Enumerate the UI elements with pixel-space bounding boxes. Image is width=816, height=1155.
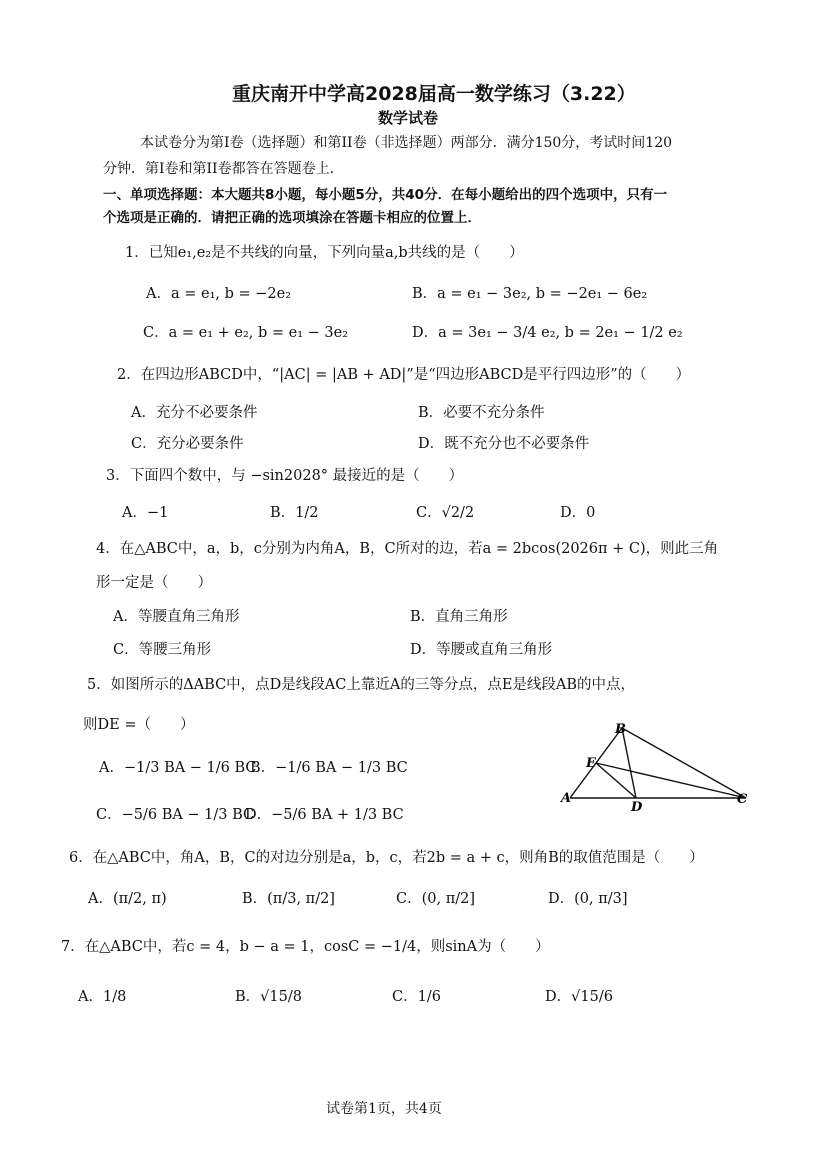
intro-line-2: 分钟．第I卷和第II卷都答在答题卷上．	[103, 161, 344, 177]
question-5-option-b[interactable]: B．−1/6 BA − 1/3 BC	[250, 760, 408, 776]
triangle-figure	[560, 718, 760, 818]
segment-ec	[596, 763, 746, 798]
question-4-option-a[interactable]: A．等腰直角三角形	[113, 609, 240, 625]
question-3-option-b[interactable]: B．1/2	[270, 505, 319, 521]
question-7-option-a[interactable]: A．1/8	[78, 989, 127, 1005]
page-subtitle: 数学试卷	[378, 109, 439, 127]
section-heading-line-2: 个选项是正确的．请把正确的选项填涂在答题卡相应的位置上．	[103, 210, 481, 226]
figure-label-d: D	[631, 800, 643, 815]
question-6-option-a[interactable]: A．(π/2, π)	[88, 891, 167, 907]
question-2-stem: 2．在四边形ABCD中，“|AC| = |AB + AD|”是“四边形ABCD是平行四边形”的（ ）	[117, 367, 691, 383]
question-7-stem: 7．在△ABC中，若c = 4，b − a = 1，cosC = −1/4，则sinA为（ ）	[61, 939, 550, 955]
figure-label-b: B	[615, 722, 626, 737]
question-7-option-c[interactable]: C．1/6	[392, 989, 441, 1005]
question-5-stem-line-2: 则DE =（ ）	[83, 717, 195, 733]
question-5-option-c[interactable]: C．−5/6 BA − 1/3 BC	[96, 807, 255, 823]
question-3-stem: 3．下面四个数中，与 −sin2028° 最接近的是（ ）	[106, 468, 464, 484]
question-5-option-d[interactable]: D．−5/6 BA + 1/3 BC	[245, 807, 404, 823]
question-4-stem-line-2: 形一定是（ ）	[96, 575, 212, 591]
figure-label-c: C	[737, 792, 748, 807]
figure-label-e: E	[586, 756, 596, 771]
figure-label-a: A	[561, 791, 572, 806]
question-7-option-b[interactable]: B．√15/8	[235, 989, 302, 1005]
section-heading-line-1: 一、单项选择题：本大题共8小题，每小题5分，共40分．在每小题给出的四个选项中，只有一	[103, 187, 668, 203]
question-1-stem: 1．已知e₁,e₂是不共线的向量，下列向量a,b共线的是（ ）	[125, 245, 524, 261]
question-1-option-b[interactable]: B．a = e₁ − 3e₂, b = −2e₁ − 6e₂	[412, 286, 648, 302]
question-4-option-d[interactable]: D．等腰或直角三角形	[410, 642, 553, 658]
question-7-option-d[interactable]: D．√15/6	[545, 989, 613, 1005]
question-2-option-a[interactable]: A．充分不必要条件	[131, 405, 258, 421]
question-3-option-c[interactable]: C．√2/2	[416, 505, 475, 521]
question-3-option-a[interactable]: A．−1	[122, 505, 169, 521]
question-2-option-b[interactable]: B．必要不充分条件	[418, 405, 545, 421]
question-6-stem: 6．在△ABC中，角A，B，C的对边分别是a，b，c，若2b = a + c，则角B的取值范围是（ ）	[69, 850, 704, 866]
question-1-option-a[interactable]: A．a = e₁, b = −2e₂	[146, 286, 292, 302]
question-4-option-b[interactable]: B．直角三角形	[410, 609, 508, 625]
question-4-option-c[interactable]: C．等腰三角形	[113, 642, 212, 658]
question-2-option-c[interactable]: C．充分必要条件	[131, 436, 244, 452]
question-2-option-d[interactable]: D．既不充分也不必要条件	[418, 436, 590, 452]
intro-line-1: 本试卷分为第I卷（选择题）和第II卷（非选择题）两部分．满分150分，考试时间120	[140, 135, 673, 151]
question-6-option-d[interactable]: D．(0, π/3]	[548, 891, 628, 907]
question-6-option-b[interactable]: B．(π/3, π/2]	[242, 891, 335, 907]
question-4-stem-line-1: 4．在△ABC中，a，b，c分别为内角A，B，C所对的边，若a = 2bcos(2026π + C)，则此三角	[96, 541, 719, 557]
question-1-option-c[interactable]: C．a = e₁ + e₂, b = e₁ − 3e₂	[143, 325, 349, 341]
page-footer: 试卷第1页，共4页	[326, 1101, 442, 1117]
page-title: 重庆南开中学高2028届高一数学练习（3.22）	[232, 83, 636, 105]
question-5-stem-line-1: 5．如图所示的ΔABC中，点D是线段AC上靠近A的三等分点，点E是线段AB的中点，	[87, 677, 636, 693]
question-3-option-d[interactable]: D．0	[560, 505, 596, 521]
question-6-option-c[interactable]: C．(0, π/2]	[396, 891, 475, 907]
question-5-option-a[interactable]: A．−1/3 BA − 1/6 BC	[99, 760, 257, 776]
segment-bc	[622, 728, 746, 798]
question-1-option-d[interactable]: D．a = 3e₁ − 3/4 e₂, b = 2e₁ − 1/2 e₂	[412, 325, 683, 341]
